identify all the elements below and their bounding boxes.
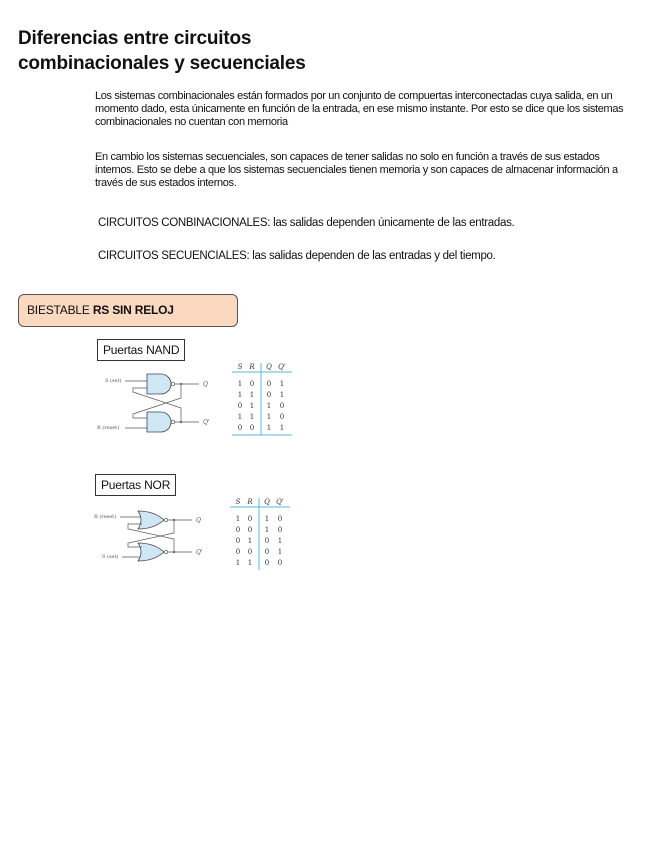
nor-gate-bottom (138, 543, 164, 561)
nor-out-qbar: Q' (196, 549, 203, 556)
nor-latch-diagram (92, 507, 222, 567)
nand-table-cell: 0 (237, 424, 243, 432)
nand-out-qbar: Q' (203, 419, 210, 426)
nand-input-set: S (set) (105, 378, 122, 384)
definition-combinational: CIRCUITOS CONBINACIONALES: las salidas dependen únicamente de las entradas. (98, 217, 515, 229)
nor-table-header: R (247, 498, 253, 506)
biestable-bold: RS SIN RELOJ (92, 303, 174, 317)
nor-table-cell: 1 (235, 559, 241, 567)
biestable-prefix: BIESTABLE (27, 303, 93, 317)
nand-table-cell: 1 (279, 424, 285, 432)
nor-table-cell: 1 (247, 559, 253, 567)
nand-gate-bottom (147, 412, 171, 432)
nand-table-header: R (249, 363, 255, 371)
nor-table-cell: 0 (247, 515, 253, 523)
nand-table-cell: 1 (279, 380, 285, 388)
nand-truth-table (230, 358, 300, 438)
nand-label-box: Puertas NAND (97, 339, 185, 361)
nand-table-header: Q' (278, 363, 286, 371)
paragraph-sequential: En cambio los sistemas secuenciales, son capaces de tener salidas no solo en función a través de sus estados internos. Esto se debe a que los sistemas secuenciales tienen memoria y son capaces de almacenar información a través de sus estados internos. (95, 151, 618, 189)
title-line-2: combinacionales y secuenciales (18, 53, 306, 74)
nand-table-cell: 1 (266, 402, 272, 410)
nand-table-cell: 1 (279, 391, 285, 399)
nand-table-cell: 1 (237, 413, 243, 421)
nor-table-cell: 0 (264, 537, 270, 545)
nand-gate-top (147, 374, 171, 394)
nand-table-cell: 0 (279, 413, 285, 421)
nand-table-cell: 1 (237, 380, 243, 388)
nor-gate-top (138, 511, 164, 529)
nand-table-cell: 1 (266, 424, 272, 432)
page-title (18, 26, 306, 76)
nand-table-cell: 1 (249, 391, 255, 399)
nor-table-cell: 1 (277, 548, 283, 556)
nand-table-cell: 1 (266, 413, 272, 421)
nand-table-header: S (237, 363, 243, 371)
nor-table-cell: 1 (277, 537, 283, 545)
nor-table-cell: 0 (235, 526, 241, 534)
nor-table-cell: 1 (247, 537, 253, 545)
nor-table-header: Q' (276, 498, 284, 506)
nand-table-cell: 0 (249, 424, 255, 432)
nand-table-cell: 0 (266, 380, 272, 388)
nand-latch-diagram (95, 370, 225, 440)
nand-table-cell: 0 (266, 391, 272, 399)
nor-table-cell: 0 (277, 526, 283, 534)
nor-table-cell: 0 (247, 526, 253, 534)
nand-table-cell: 1 (249, 413, 255, 421)
nor-table-cell: 0 (277, 515, 283, 523)
nor-table-cell: 0 (264, 548, 270, 556)
nor-label-box: Puertas NOR (95, 474, 176, 496)
nand-table-header: Q (266, 363, 272, 371)
nor-table-cell: 0 (277, 559, 283, 567)
paragraph-combinational: Los sistemas combinacionales están formados por un conjunto de compuertas interconectadas cuya salida, en un momento dado, esta únicamente en función de la entrada, en ese mismo instante. Por esto se dice que los sistemas combinacionales no cuentan con memoria (95, 90, 624, 128)
definition-sequential: CIRCUITOS SECUENCIALES: las salidas dependen de las entradas y del tiempo. (98, 250, 496, 262)
nand-table-cell: 0 (237, 402, 243, 410)
nand-table-cell: 0 (249, 380, 255, 388)
nor-table-cell: 0 (264, 559, 270, 567)
nand-table-cell: 1 (249, 402, 255, 410)
nand-table-cell: 0 (279, 402, 285, 410)
nor-table-cell: 0 (235, 537, 241, 545)
nor-table-cell: 1 (235, 515, 241, 523)
title-line-1: Diferencias entre circuitos (18, 28, 252, 49)
nand-input-reset: R (reset) (97, 425, 120, 431)
nor-table-header: Q (264, 498, 270, 506)
nor-input-set: S (set) (102, 554, 119, 560)
nand-table-cell: 1 (237, 391, 243, 399)
nor-truth-table (228, 493, 298, 573)
nor-table-cell: 0 (235, 548, 241, 556)
nor-out-q: Q (196, 517, 201, 524)
biestable-heading-box (18, 294, 238, 327)
nor-input-reset: R (reset) (94, 514, 117, 520)
nor-table-cell: 1 (264, 526, 270, 534)
nand-out-q: Q (203, 381, 208, 388)
nor-table-cell: 0 (247, 548, 253, 556)
nor-table-cell: 1 (264, 515, 270, 523)
nor-table-header: S (235, 498, 241, 506)
